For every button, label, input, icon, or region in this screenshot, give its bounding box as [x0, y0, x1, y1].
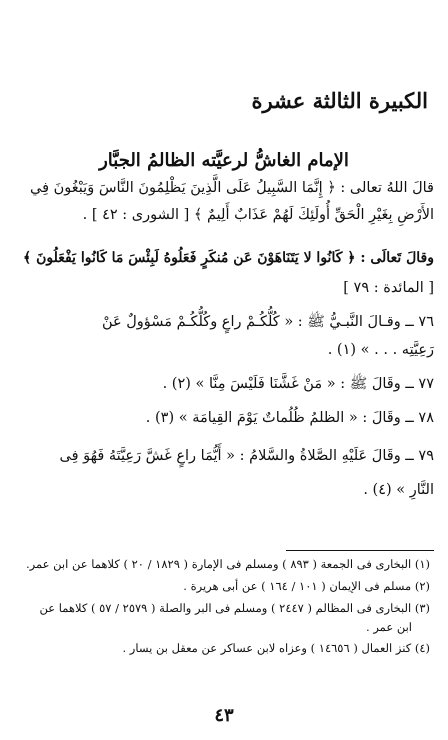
section-title: الإمام الغاشُّ لرعيَّته الظالمُ الجبَّار: [99, 150, 349, 171]
hadith-76-line-2: رَعِيَّتِه . . . » (١) .: [327, 342, 434, 358]
footnote-2: (٢) مسلم فى الإيمان ( ١٠١ / ١٦٤ ) عن أبى هريرة .: [183, 579, 430, 593]
body-line-4: [ المائدة : ٧٩ ]: [343, 280, 434, 296]
footnote-4: (٤) كنز العمال ( ١٤٦٥٦ ) وعزاه لابن عساكر عن معقل بن يسار .: [122, 641, 430, 655]
body-line-1: قالَ اللهُ تعالى : ﴿ إِنَّمَا السَّبِيلُ عَلَى الَّذِينَ يَظْلِمُونَ النَّاسَ وَيَبْغُونَ فِي: [30, 180, 434, 196]
footnote-1: (١) البخارى فى الجمعة ( ٨٩٣ ) ومسلم فى الإمارة ( ١٨٢٩ / ٢٠ ) كلاهما عن ابن عمر.: [26, 557, 430, 571]
body-line-2: الأَرْضِ بِغَيْرِ الْحَقِّ أُولَئِكَ لَهُمْ عَذَابٌ أَلِيمٌ ﴾ [ الشورى : ٤٢ ] .: [82, 207, 434, 223]
body-line-3: وقالَ تَعالَى : ﴿ كَانُوا لا يَتَنَاهَوْنَ عَن مُنكَرٍ فَعَلُوهُ لَبِئْسَ مَا كَانُوا يَفْعَلُونَ ﴾: [23, 250, 434, 266]
hadith-76-line-1: ٧٦ ــ وقـالَ النَّبـيُّ ﷺ : « كُلُّكُـمْ راعٍ وكُلُّكُـمْ مَسْؤولٌ عَنْ: [101, 314, 434, 330]
hadith-79-line-2: النَّارِ » (٤) .: [363, 482, 434, 498]
page-number: ٤٣: [214, 705, 234, 726]
hadith-79-line-1: ٧٩ ــ وقَالَ عَلَيْهِ الصَّلاةُ والسَّلامُ : « أَيُّمَا راعٍ غَشَّ رَعِيَّتَهُ فَهُوَ فِى: [59, 448, 434, 464]
footnote-3-line-1: (٣) البخارى فى المظالم ( ٢٤٤٧ ) ومسلم فى البر والصلة ( ٢٥٧٩ / ٥٧ ) كلاهما عن: [39, 601, 430, 615]
hadith-77: ٧٧ ــ وقَالَ ﷺ : « مَنْ غَشَّنَا فَلَيْسَ مِنَّا » (٢) .: [162, 376, 434, 392]
chapter-title: الكبيرة الثالثة عشرة: [251, 88, 428, 113]
footnote-3-line-2: ابن عمر .: [366, 620, 412, 634]
hadith-78: ٧٨ ــ وقَالَ : « الظلمُ ظُلُماتٌ يَوْمَ القِيامَة » (٣) .: [145, 410, 434, 426]
footnote-divider: [286, 550, 434, 551]
